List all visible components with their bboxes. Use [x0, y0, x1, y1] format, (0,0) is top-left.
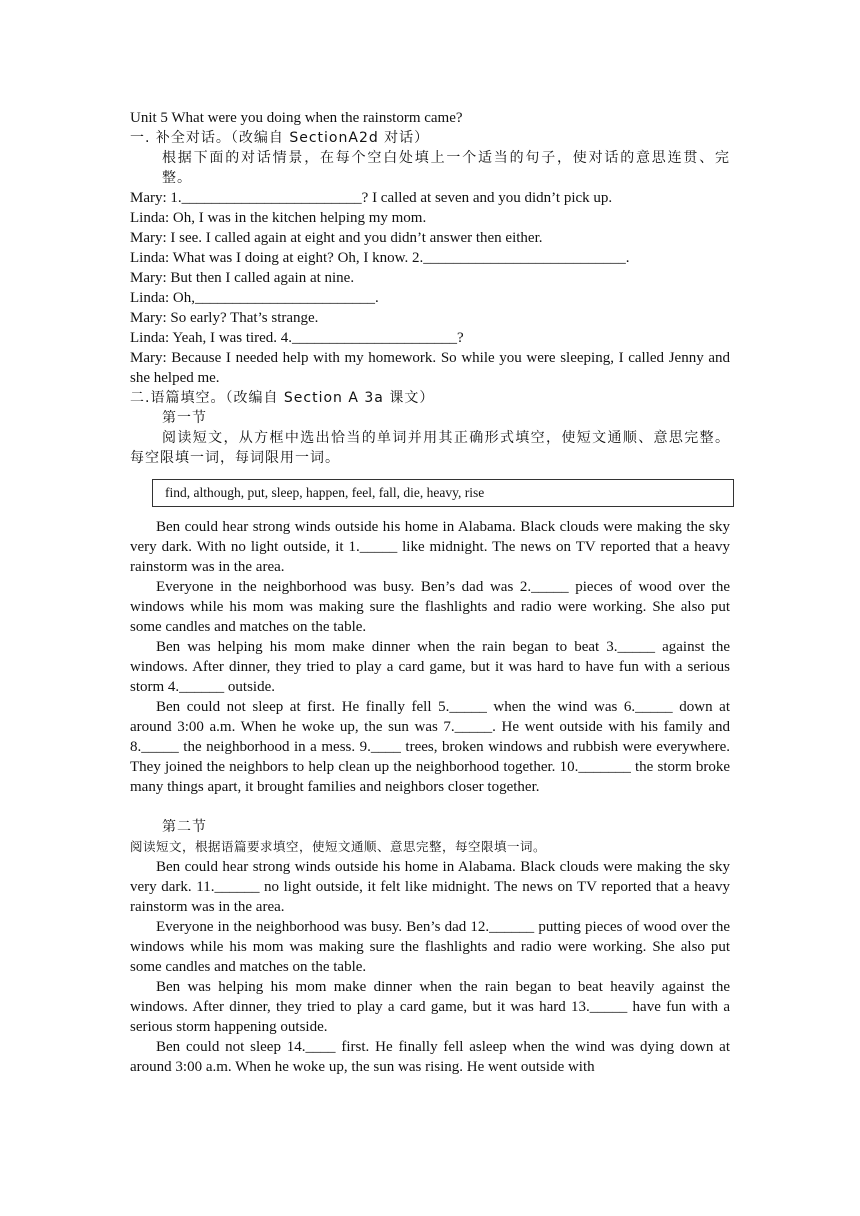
passage-paragraph: Everyone in the neighborhood was busy. Ben’s dad 12.______ putting pieces of wood over the windows while his mom was making sure the flashlights and radio were working. She also put some candles and matches on the table. [130, 919, 730, 975]
dialogue [130, 188, 730, 388]
section2-instruction: 阅读短文，根据语篇要求填空，使短文通顺、意思完整，每空限填一词。 [130, 839, 547, 854]
passage-paragraph: Ben could not sleep at first. He finally fell 5._____ when the wind was 6._____ down at around 3:00 a.m. When he woke up, the sun was 7._____. He went outside with his family and 8._____ the neighborhood in a mess. 9.____ trees, broken windows and rubbish were everywhere. They joined the neighbors to help clean up the neighborhood together. 10._______ the storm broke many things apart, it brought families and neighbors closer together. [130, 699, 730, 795]
dialogue-line: Mary: I see. I called again at eight and you didn’t answer then either. [130, 230, 543, 246]
dialogue-line: Linda: Oh,________________________. [130, 290, 379, 306]
section1-instruction: 阅读短文，从方框中选出恰当的单词并用其正确形式填空，使短文通顺、意思完整。每空限填一词，每词限用一词。 [130, 430, 730, 466]
worksheet-page [130, 108, 730, 1077]
dialogue-line: Mary: 1.________________________? I called at seven and you didn’t pick up. [130, 190, 613, 206]
dialogue-line: Mary: So early? That’s strange. [130, 310, 319, 326]
dialogue-line: Mary: But then I called again at nine. [130, 270, 355, 286]
dialogue-line: Mary: Because I needed help with my homework. So while you were sleeping, I called Jenny and she helped me. [130, 350, 730, 386]
dialogue-line: Linda: What was I doing at eight? Oh, I know. 2.___________________________. [130, 250, 630, 266]
section1-passage [130, 517, 730, 797]
passage-paragraph: Ben could hear strong winds outside his home in Alabama. Black clouds were making the sky very dark. 11.______ no light outside, it felt like midnight. The news on TV reported that a heavy rainstorm was in the area. [130, 859, 730, 915]
dialogue-line: Linda: Oh, I was in the kitchen helping my mom. [130, 210, 427, 226]
dialogue-line: Linda: Yeah, I was tired. 4.______________________? [130, 330, 464, 346]
part2-heading: 二.语篇填空。（改编自 Section A 3a 课文） [130, 390, 435, 406]
section2-passage [130, 857, 730, 1077]
passage-paragraph: Ben could hear strong winds outside his home in Alabama. Black clouds were making the sky very dark. With no light outside, it 1._____ like midnight. The news on TV reported that a heavy rainstorm was in the area. [130, 519, 730, 575]
passage-paragraph: Ben could not sleep 14.____ first. He finally fell asleep when the wind was dying down at around 3:00 a.m. When he woke up, the sun was rising. He went outside with [130, 1039, 730, 1075]
part1-heading: 一. 补全对话。（改编自 SectionA2d 对话） [130, 130, 430, 146]
passage-paragraph: Ben was helping his mom make dinner when the rain began to beat heavily against the windows. After dinner, they tried to play a card game, but it was hard 13._____ have fun with a serious storm happening outside. [130, 979, 730, 1035]
page-title: Unit 5 What were you doing when the rainstorm came? [130, 110, 463, 126]
spacer [130, 797, 730, 817]
word-box: find, although, put, sleep, happen, feel, fall, die, heavy, rise [152, 479, 734, 507]
section1-label: 第一节 [162, 410, 207, 426]
passage-paragraph: Ben was helping his mom make dinner when the rain began to beat 3._____ against the windows. After dinner, they tried to play a card game, but it was hard to have fun with a serious storm 4.______ outside. [130, 639, 730, 695]
passage-paragraph: Everyone in the neighborhood was busy. Ben’s dad was 2._____ pieces of wood over the windows while his mom was making sure the flashlights and radio were working. She also put some candles and matches on the table. [130, 579, 730, 635]
section2-label: 第二节 [162, 819, 207, 835]
part1-instruction: 根据下面的对话情景，在每个空白处填上一个适当的句子，使对话的意思连贯、完整。 [162, 150, 730, 186]
